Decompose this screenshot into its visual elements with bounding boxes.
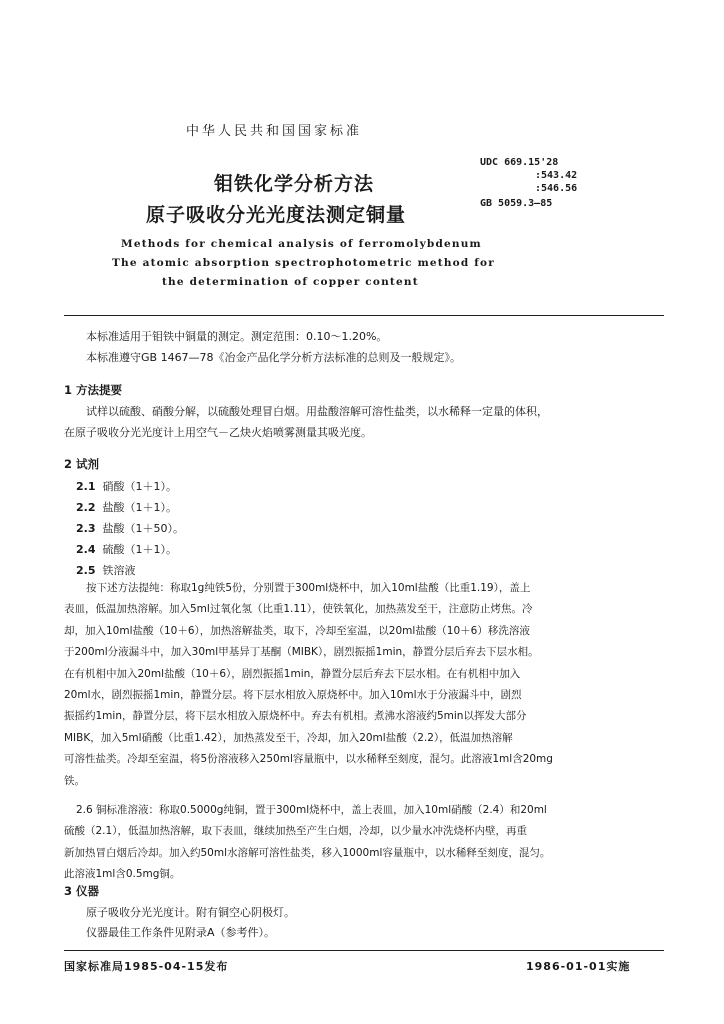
- intro-line: 本标准适用于钼铁中铜量的测定。测定范围：0.10～1.20%。: [86, 330, 388, 343]
- udc-block: [480, 156, 577, 210]
- item-number: 2.4: [76, 543, 96, 556]
- reagent-2-6-body: [64, 800, 550, 886]
- header-divider: [64, 315, 664, 316]
- intro: [86, 326, 461, 368]
- body-line: 却，加入10ml盐酸（10＋6），加热溶解盐类，取下，冷却至室温，以20ml盐酸（10＋6）移洗溶液: [64, 624, 530, 637]
- body-line: 按下述方法提纯：称取1g纯铁5份，分别置于300ml烧杯中，加入10ml盐酸（比重1.19），盖上: [86, 582, 531, 594]
- issuing-org: 中华人民共和国国家标准: [186, 124, 363, 139]
- body-line: 20ml水，剧烈振摇1min，静置分层。将下层水相放入原烧杯中。加入10ml水于分液漏斗中，剧烈: [64, 689, 522, 702]
- english-title-line: the determination of copper content: [162, 276, 419, 288]
- title-line-1: 钼铁化学分析方法: [214, 173, 375, 195]
- item-text: 盐酸（1＋1）。: [102, 501, 177, 514]
- item-number: 2.2: [76, 501, 96, 514]
- issue-date: 国家标准局1985-04-15发布: [64, 960, 229, 973]
- footer-divider: [64, 950, 664, 951]
- body-line: 原子吸收分光光度计。附有铜空心阴极灯。: [86, 906, 295, 919]
- body-line: 在原子吸收分光光度计上用空气－乙炔火焰喷雾测量其吸光度。: [64, 426, 372, 439]
- list-item: [76, 476, 184, 497]
- item-number: 2.5: [76, 564, 96, 577]
- body-line: 硫酸（2.1），低温加热溶解，取下表皿，继续加热至产生白烟，冷却，以少量水冲洗烧杯内壁，再重: [64, 825, 527, 838]
- english-title-line: Methods for chemical analysis of ferromolybdenum: [121, 238, 482, 250]
- list-item: [76, 539, 184, 560]
- item-number: 2.3: [76, 522, 96, 535]
- item-text: 盐酸（1＋50）。: [102, 522, 184, 535]
- body-line: 试样以硫酸、硝酸分解，以硫酸处理冒白烟。用盐酸溶解可溶性盐类，以水稀释一定量的体积，: [86, 405, 548, 418]
- body-line: 在有机相中加入20ml盐酸（10＋6），剧烈振摇1min，静置分层后弃去下层水相。在有机相中加入: [64, 667, 521, 680]
- udc-line: :543.42: [535, 170, 578, 181]
- body-line: 此溶液1ml含0.5mg铜。: [64, 868, 181, 881]
- item-number: 2.1: [76, 480, 96, 493]
- udc-line: UDC 669.15'28: [480, 157, 559, 168]
- list-item: [76, 518, 184, 539]
- section-3-body: [86, 903, 295, 943]
- gb-number: GB 5059.3—85: [480, 198, 553, 209]
- body-line: 可溶性盐类。冷却至室温，将5份溶液移入250ml容量瓶中，以水稀释至刻度，混匀。此溶液1ml含20mg: [64, 753, 553, 766]
- list-item: [76, 497, 184, 518]
- udc-line: :546.56: [535, 183, 578, 194]
- section-heading: 3 仪器: [64, 884, 100, 898]
- body-line: MIBK，加入5ml硝酸（比重1.42），加热蒸发至干，冷却，加入20ml盐酸（2.2），低温加热溶解: [64, 731, 513, 744]
- body-line: 新加热冒白烟后冷却。加入约50ml水溶解可溶性盐类，移入1000ml容量瓶中，以水稀释至刻度，混匀。: [64, 846, 551, 859]
- intro-line: 本标准遵守GB 1467—78《冶金产品化学分析方法标准的总则及一般规定》。: [86, 351, 462, 364]
- reagent-2-5-body: [64, 578, 553, 792]
- item-text: 硝酸（1＋1）。: [102, 480, 177, 493]
- item-text: 硫酸（1＋1）。: [102, 543, 177, 556]
- section-heading: 1 方法提要: [64, 383, 123, 397]
- body-line: 振摇约1min，静置分层，将下层水相放入原烧杯中。弃去有机相。煮沸水溶液约5min以挥发大部分: [64, 710, 527, 723]
- section-1-body: [64, 401, 548, 443]
- body-line: 表皿，低温加热溶解。加入5ml过氧化氢（比重1.11），使铁氧化，加热蒸发至干，注意防止烤焦。冷: [64, 603, 533, 616]
- body-line: 2.6 铜标准溶液：称取0.5000g纯铜，置于300ml烧杯中，盖上表皿，加入10ml硝酸（2.4）和20ml: [76, 804, 547, 816]
- item-text: 铁溶液: [102, 564, 136, 577]
- effective-date: 1986-01-01实施: [526, 960, 631, 973]
- body-line: 仪器最佳工作条件见附录A（参考件）。: [86, 926, 276, 939]
- title-line-2: 原子吸收分光光度法测定铜量: [146, 204, 407, 226]
- reagent-list: [76, 476, 184, 581]
- body-line: 于200ml分液漏斗中，加入30ml甲基异丁基酮（MIBK），剧烈振摇1min，静置分层后弃去下层水相。: [64, 646, 539, 659]
- english-title-line: The atomic absorption spectrophotometric method for: [112, 257, 495, 269]
- body-line: 铁。: [64, 774, 85, 787]
- section-heading: 2 试剂: [64, 457, 100, 471]
